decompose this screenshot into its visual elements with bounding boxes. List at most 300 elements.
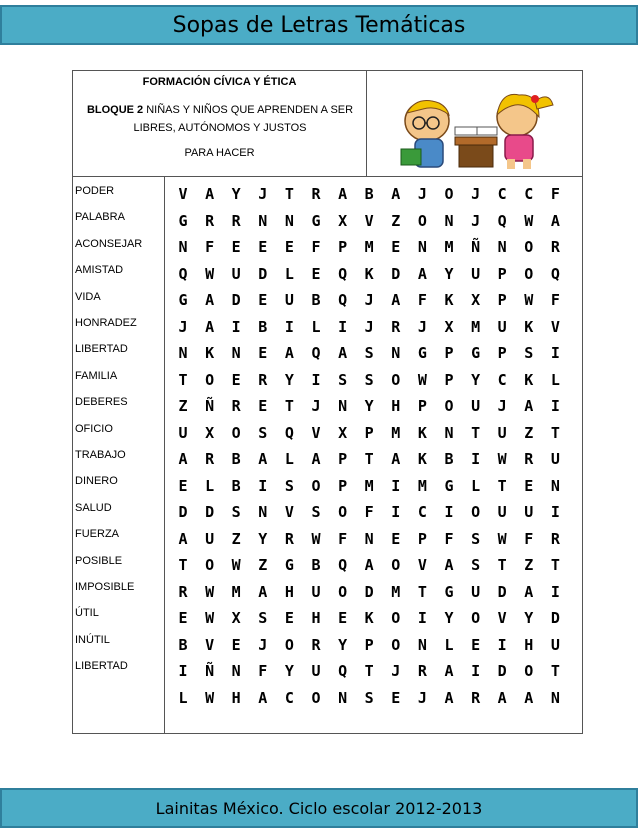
grid-letter[interactable]: O: [417, 211, 427, 230]
grid-letter[interactable]: F: [524, 529, 534, 548]
grid-letter[interactable]: W: [417, 370, 427, 389]
grid-letter[interactable]: M: [364, 238, 374, 256]
grid-letter[interactable]: E: [178, 476, 188, 495]
grid-letter[interactable]: I: [497, 635, 507, 654]
grid-letter[interactable]: O: [524, 264, 534, 283]
grid-letter[interactable]: U: [550, 450, 560, 468]
grid-letter[interactable]: L: [311, 317, 321, 336]
grid-letter[interactable]: A: [311, 450, 321, 468]
grid-letter[interactable]: C: [284, 688, 294, 707]
grid-letter[interactable]: S: [524, 344, 534, 362]
grid-letter[interactable]: Y: [444, 609, 454, 627]
grid-letter[interactable]: X: [444, 317, 454, 336]
grid-letter[interactable]: J: [258, 635, 268, 654]
grid-letter[interactable]: R: [550, 238, 560, 256]
grid-letter[interactable]: O: [231, 423, 241, 442]
grid-letter[interactable]: W: [205, 688, 215, 707]
grid-letter[interactable]: U: [471, 582, 481, 601]
grid-letter[interactable]: N: [444, 211, 454, 230]
grid-letter[interactable]: B: [311, 556, 321, 574]
grid-letter[interactable]: W: [497, 529, 507, 548]
grid-letter[interactable]: U: [497, 423, 507, 442]
grid-letter[interactable]: T: [178, 370, 188, 389]
grid-letter[interactable]: V: [178, 185, 188, 203]
grid-letter[interactable]: T: [550, 662, 560, 680]
grid-letter[interactable]: K: [417, 423, 427, 442]
grid-letter[interactable]: L: [284, 264, 294, 283]
grid-letter[interactable]: Y: [444, 264, 454, 283]
grid-letter[interactable]: L: [178, 688, 188, 707]
grid-letter[interactable]: R: [311, 185, 321, 203]
grid-letter[interactable]: N: [338, 397, 348, 415]
grid-letter[interactable]: W: [205, 582, 215, 601]
grid-letter[interactable]: Q: [550, 264, 560, 283]
grid-letter[interactable]: X: [205, 423, 215, 442]
grid-letter[interactable]: E: [471, 635, 481, 654]
grid-letter[interactable]: W: [524, 291, 534, 309]
grid-letter[interactable]: A: [444, 556, 454, 574]
grid-letter[interactable]: N: [417, 635, 427, 654]
grid-letter[interactable]: T: [417, 582, 427, 601]
grid-letter[interactable]: A: [391, 185, 401, 203]
grid-letter[interactable]: P: [338, 238, 348, 256]
grid-letter[interactable]: E: [258, 291, 268, 309]
grid-letter[interactable]: Y: [284, 370, 294, 389]
grid-letter[interactable]: B: [231, 450, 241, 468]
grid-letter[interactable]: P: [444, 344, 454, 362]
grid-letter[interactable]: C: [524, 185, 534, 203]
grid-letter[interactable]: G: [178, 211, 188, 230]
grid-letter[interactable]: W: [497, 450, 507, 468]
grid-letter[interactable]: Q: [338, 662, 348, 680]
grid-letter[interactable]: L: [444, 635, 454, 654]
grid-letter[interactable]: C: [417, 503, 427, 521]
grid-letter[interactable]: Y: [258, 529, 268, 548]
grid-letter[interactable]: S: [364, 344, 374, 362]
grid-letter[interactable]: O: [205, 556, 215, 574]
grid-letter[interactable]: M: [364, 476, 374, 495]
grid-letter[interactable]: R: [524, 450, 534, 468]
grid-letter[interactable]: U: [550, 635, 560, 654]
grid-letter[interactable]: N: [231, 344, 241, 362]
grid-letter[interactable]: N: [178, 238, 188, 256]
grid-letter[interactable]: Ñ: [205, 397, 215, 415]
grid-letter[interactable]: D: [550, 609, 560, 627]
grid-letter[interactable]: E: [231, 238, 241, 256]
grid-letter[interactable]: N: [444, 423, 454, 442]
grid-letter[interactable]: G: [444, 582, 454, 601]
grid-letter[interactable]: D: [231, 291, 241, 309]
grid-letter[interactable]: V: [364, 211, 374, 230]
grid-letter[interactable]: L: [205, 476, 215, 495]
grid-letter[interactable]: Q: [311, 344, 321, 362]
grid-letter[interactable]: A: [391, 450, 401, 468]
grid-letter[interactable]: V: [311, 423, 321, 442]
grid-letter[interactable]: U: [311, 582, 321, 601]
grid-letter[interactable]: F: [444, 529, 454, 548]
grid-letter[interactable]: N: [258, 211, 268, 230]
grid-letter[interactable]: J: [364, 291, 374, 309]
grid-letter[interactable]: N: [231, 662, 241, 680]
grid-letter[interactable]: I: [258, 476, 268, 495]
grid-letter[interactable]: T: [364, 450, 374, 468]
grid-letter[interactable]: D: [497, 582, 507, 601]
grid-letter[interactable]: V: [550, 317, 560, 336]
grid-letter[interactable]: X: [471, 291, 481, 309]
grid-letter[interactable]: E: [178, 609, 188, 627]
grid-letter[interactable]: N: [338, 688, 348, 707]
grid-letter[interactable]: N: [417, 238, 427, 256]
grid-letter[interactable]: E: [231, 635, 241, 654]
grid-letter[interactable]: S: [231, 503, 241, 521]
grid-letter[interactable]: V: [284, 503, 294, 521]
grid-letter[interactable]: U: [284, 291, 294, 309]
grid-letter[interactable]: Q: [497, 211, 507, 230]
grid-letter[interactable]: Z: [524, 556, 534, 574]
grid-letter[interactable]: R: [178, 582, 188, 601]
grid-letter[interactable]: J: [391, 662, 401, 680]
grid-letter[interactable]: X: [338, 211, 348, 230]
grid-letter[interactable]: Y: [364, 397, 374, 415]
grid-letter[interactable]: Z: [178, 397, 188, 415]
grid-letter[interactable]: C: [497, 370, 507, 389]
grid-letter[interactable]: R: [550, 529, 560, 548]
grid-letter[interactable]: K: [364, 264, 374, 283]
grid-letter[interactable]: N: [178, 344, 188, 362]
grid-letter[interactable]: B: [258, 317, 268, 336]
grid-letter[interactable]: N: [284, 211, 294, 230]
grid-letter[interactable]: L: [284, 450, 294, 468]
grid-letter[interactable]: I: [284, 317, 294, 336]
grid-letter[interactable]: J: [258, 185, 268, 203]
grid-letter[interactable]: N: [364, 529, 374, 548]
grid-letter[interactable]: P: [364, 423, 374, 442]
grid-letter[interactable]: A: [258, 450, 268, 468]
grid-letter[interactable]: J: [178, 317, 188, 336]
grid-letter[interactable]: K: [205, 344, 215, 362]
grid-letter[interactable]: U: [471, 264, 481, 283]
grid-letter[interactable]: A: [178, 529, 188, 548]
grid-letter[interactable]: F: [417, 291, 427, 309]
grid-letter[interactable]: K: [417, 450, 427, 468]
grid-letter[interactable]: Z: [258, 556, 268, 574]
grid-letter[interactable]: P: [497, 344, 507, 362]
grid-letter[interactable]: A: [258, 582, 268, 601]
grid-letter[interactable]: U: [231, 264, 241, 283]
grid-letter[interactable]: Ñ: [205, 662, 215, 680]
grid-letter[interactable]: E: [311, 264, 321, 283]
grid-letter[interactable]: O: [524, 238, 534, 256]
grid-letter[interactable]: R: [391, 317, 401, 336]
grid-letter[interactable]: Y: [524, 609, 534, 627]
grid-letter[interactable]: Z: [231, 529, 241, 548]
grid-letter[interactable]: Y: [231, 185, 241, 203]
grid-letter[interactable]: W: [311, 529, 321, 548]
grid-letter[interactable]: I: [550, 582, 560, 601]
grid-letter[interactable]: X: [338, 423, 348, 442]
grid-letter[interactable]: G: [471, 344, 481, 362]
grid-letter[interactable]: S: [364, 370, 374, 389]
grid-letter[interactable]: S: [311, 503, 321, 521]
grid-letter[interactable]: I: [550, 503, 560, 521]
grid-letter[interactable]: M: [391, 423, 401, 442]
grid-letter[interactable]: E: [391, 688, 401, 707]
grid-letter[interactable]: I: [391, 503, 401, 521]
grid-letter[interactable]: Ñ: [471, 238, 481, 256]
grid-letter[interactable]: O: [391, 370, 401, 389]
grid-letter[interactable]: F: [550, 185, 560, 203]
grid-letter[interactable]: D: [364, 582, 374, 601]
grid-letter[interactable]: O: [391, 609, 401, 627]
grid-letter[interactable]: T: [550, 556, 560, 574]
grid-letter[interactable]: K: [524, 370, 534, 389]
grid-letter[interactable]: D: [178, 503, 188, 521]
grid-letter[interactable]: O: [444, 185, 454, 203]
grid-letter[interactable]: S: [258, 423, 268, 442]
grid-letter[interactable]: E: [258, 397, 268, 415]
grid-letter[interactable]: O: [444, 397, 454, 415]
grid-letter[interactable]: E: [231, 370, 241, 389]
grid-letter[interactable]: G: [284, 556, 294, 574]
grid-letter[interactable]: Q: [178, 264, 188, 283]
grid-letter[interactable]: A: [364, 556, 374, 574]
grid-letter[interactable]: O: [311, 688, 321, 707]
grid-letter[interactable]: A: [205, 291, 215, 309]
grid-letter[interactable]: U: [497, 317, 507, 336]
grid-letter[interactable]: O: [338, 582, 348, 601]
grid-letter[interactable]: J: [497, 397, 507, 415]
grid-letter[interactable]: R: [471, 688, 481, 707]
grid-letter[interactable]: Z: [391, 211, 401, 230]
grid-letter[interactable]: A: [338, 344, 348, 362]
grid-letter[interactable]: O: [471, 503, 481, 521]
grid-letter[interactable]: J: [417, 317, 427, 336]
grid-letter[interactable]: T: [550, 423, 560, 442]
grid-letter[interactable]: F: [364, 503, 374, 521]
grid-letter[interactable]: I: [391, 476, 401, 495]
grid-letter[interactable]: G: [417, 344, 427, 362]
grid-letter[interactable]: R: [231, 211, 241, 230]
grid-letter[interactable]: E: [284, 609, 294, 627]
grid-letter[interactable]: P: [417, 397, 427, 415]
grid-letter[interactable]: S: [471, 529, 481, 548]
grid-letter[interactable]: O: [311, 476, 321, 495]
grid-letter[interactable]: A: [550, 211, 560, 230]
grid-letter[interactable]: T: [284, 397, 294, 415]
grid-letter[interactable]: S: [364, 688, 374, 707]
grid-letter[interactable]: P: [497, 291, 507, 309]
grid-letter[interactable]: I: [471, 662, 481, 680]
grid-letter[interactable]: T: [471, 423, 481, 442]
grid-letter[interactable]: A: [524, 397, 534, 415]
grid-letter[interactable]: D: [258, 264, 268, 283]
grid-letter[interactable]: H: [231, 688, 241, 707]
grid-letter[interactable]: E: [524, 476, 534, 495]
grid-letter[interactable]: G: [444, 476, 454, 495]
grid-letter[interactable]: I: [550, 344, 560, 362]
grid-letter[interactable]: M: [417, 476, 427, 495]
grid-letter[interactable]: D: [205, 503, 215, 521]
grid-letter[interactable]: A: [338, 185, 348, 203]
grid-letter[interactable]: A: [284, 344, 294, 362]
grid-letter[interactable]: L: [550, 370, 560, 389]
grid-letter[interactable]: U: [524, 503, 534, 521]
grid-letter[interactable]: X: [231, 609, 241, 627]
grid-letter[interactable]: V: [417, 556, 427, 574]
grid-letter[interactable]: M: [444, 238, 454, 256]
grid-letter[interactable]: I: [231, 317, 241, 336]
grid-letter[interactable]: J: [471, 185, 481, 203]
grid-letter[interactable]: R: [417, 662, 427, 680]
grid-letter[interactable]: J: [471, 211, 481, 230]
grid-letter[interactable]: B: [311, 291, 321, 309]
grid-letter[interactable]: A: [258, 688, 268, 707]
grid-letter[interactable]: P: [338, 476, 348, 495]
grid-letter[interactable]: A: [391, 291, 401, 309]
grid-letter[interactable]: T: [497, 556, 507, 574]
grid-letter[interactable]: S: [471, 556, 481, 574]
grid-letter[interactable]: G: [178, 291, 188, 309]
grid-letter[interactable]: O: [205, 370, 215, 389]
grid-letter[interactable]: P: [444, 370, 454, 389]
grid-letter[interactable]: Z: [524, 423, 534, 442]
grid-letter[interactable]: F: [205, 238, 215, 256]
grid-letter[interactable]: W: [524, 211, 534, 230]
grid-letter[interactable]: E: [258, 344, 268, 362]
grid-letter[interactable]: Q: [338, 556, 348, 574]
grid-letter[interactable]: S: [284, 476, 294, 495]
grid-letter[interactable]: V: [497, 609, 507, 627]
grid-letter[interactable]: G: [311, 211, 321, 230]
grid-letter[interactable]: A: [178, 450, 188, 468]
grid-letter[interactable]: K: [364, 609, 374, 627]
grid-letter[interactable]: L: [471, 476, 481, 495]
grid-letter[interactable]: R: [258, 370, 268, 389]
grid-letter[interactable]: P: [497, 264, 507, 283]
grid-letter[interactable]: Y: [284, 662, 294, 680]
grid-letter[interactable]: W: [205, 609, 215, 627]
grid-letter[interactable]: P: [417, 529, 427, 548]
grid-letter[interactable]: I: [444, 503, 454, 521]
grid-letter[interactable]: F: [311, 238, 321, 256]
grid-letter[interactable]: K: [444, 291, 454, 309]
grid-letter[interactable]: T: [178, 556, 188, 574]
grid-letter[interactable]: E: [391, 238, 401, 256]
grid-letter[interactable]: T: [364, 662, 374, 680]
grid-letter[interactable]: F: [550, 291, 560, 309]
grid-letter[interactable]: R: [231, 397, 241, 415]
grid-letter[interactable]: Q: [338, 264, 348, 283]
grid-letter[interactable]: O: [338, 503, 348, 521]
grid-letter[interactable]: Y: [338, 635, 348, 654]
grid-letter[interactable]: D: [391, 264, 401, 283]
grid-letter[interactable]: M: [231, 582, 241, 601]
grid-letter[interactable]: A: [417, 264, 427, 283]
grid-letter[interactable]: J: [417, 688, 427, 707]
grid-letter[interactable]: I: [417, 609, 427, 627]
grid-letter[interactable]: F: [258, 662, 268, 680]
grid-letter[interactable]: U: [178, 423, 188, 442]
grid-letter[interactable]: A: [205, 317, 215, 336]
grid-letter[interactable]: O: [524, 662, 534, 680]
grid-letter[interactable]: I: [550, 397, 560, 415]
grid-letter[interactable]: V: [205, 635, 215, 654]
grid-letter[interactable]: O: [391, 635, 401, 654]
grid-letter[interactable]: M: [471, 317, 481, 336]
grid-letter[interactable]: R: [205, 450, 215, 468]
grid-letter[interactable]: W: [205, 264, 215, 283]
grid-letter[interactable]: H: [311, 609, 321, 627]
grid-letter[interactable]: U: [311, 662, 321, 680]
grid-letter[interactable]: P: [338, 450, 348, 468]
grid-letter[interactable]: M: [391, 582, 401, 601]
grid-letter[interactable]: B: [444, 450, 454, 468]
grid-letter[interactable]: A: [205, 185, 215, 203]
grid-letter[interactable]: A: [444, 688, 454, 707]
grid-letter[interactable]: A: [444, 662, 454, 680]
grid-letter[interactable]: B: [231, 476, 241, 495]
grid-letter[interactable]: E: [391, 529, 401, 548]
grid-letter[interactable]: H: [524, 635, 534, 654]
grid-letter[interactable]: Y: [471, 370, 481, 389]
grid-letter[interactable]: R: [205, 211, 215, 230]
grid-letter[interactable]: A: [497, 688, 507, 707]
grid-letter[interactable]: C: [497, 185, 507, 203]
grid-letter[interactable]: T: [284, 185, 294, 203]
grid-letter[interactable]: O: [471, 609, 481, 627]
grid-letter[interactable]: U: [471, 397, 481, 415]
grid-letter[interactable]: T: [497, 476, 507, 495]
grid-letter[interactable]: Q: [284, 423, 294, 442]
grid-letter[interactable]: I: [338, 317, 348, 336]
grid-letter[interactable]: S: [338, 370, 348, 389]
grid-letter[interactable]: J: [417, 185, 427, 203]
grid-letter[interactable]: W: [231, 556, 241, 574]
grid-letter[interactable]: N: [391, 344, 401, 362]
grid-letter[interactable]: B: [178, 635, 188, 654]
grid-letter[interactable]: R: [311, 635, 321, 654]
grid-letter[interactable]: N: [497, 238, 507, 256]
grid-letter[interactable]: O: [391, 556, 401, 574]
grid-letter[interactable]: I: [311, 370, 321, 389]
grid-letter[interactable]: E: [258, 238, 268, 256]
grid-letter[interactable]: E: [284, 238, 294, 256]
grid-letter[interactable]: U: [205, 529, 215, 548]
grid-letter[interactable]: J: [311, 397, 321, 415]
grid-letter[interactable]: K: [524, 317, 534, 336]
grid-letter[interactable]: R: [284, 529, 294, 548]
grid-letter[interactable]: B: [364, 185, 374, 203]
grid-letter[interactable]: D: [497, 662, 507, 680]
grid-letter[interactable]: N: [258, 503, 268, 521]
grid-letter[interactable]: J: [364, 317, 374, 336]
grid-letter[interactable]: I: [178, 662, 188, 680]
grid-letter[interactable]: N: [550, 476, 560, 495]
grid-letter[interactable]: U: [497, 503, 507, 521]
grid-letter[interactable]: I: [471, 450, 481, 468]
grid-letter[interactable]: E: [338, 609, 348, 627]
grid-letter[interactable]: N: [550, 688, 560, 707]
grid-letter[interactable]: S: [258, 609, 268, 627]
grid-letter[interactable]: Q: [338, 291, 348, 309]
grid-letter[interactable]: F: [338, 529, 348, 548]
grid-letter[interactable]: O: [284, 635, 294, 654]
grid-letter[interactable]: A: [524, 688, 534, 707]
grid-letter[interactable]: H: [391, 397, 401, 415]
grid-letter[interactable]: P: [364, 635, 374, 654]
grid-letter[interactable]: H: [284, 582, 294, 601]
grid-letter[interactable]: A: [524, 582, 534, 601]
